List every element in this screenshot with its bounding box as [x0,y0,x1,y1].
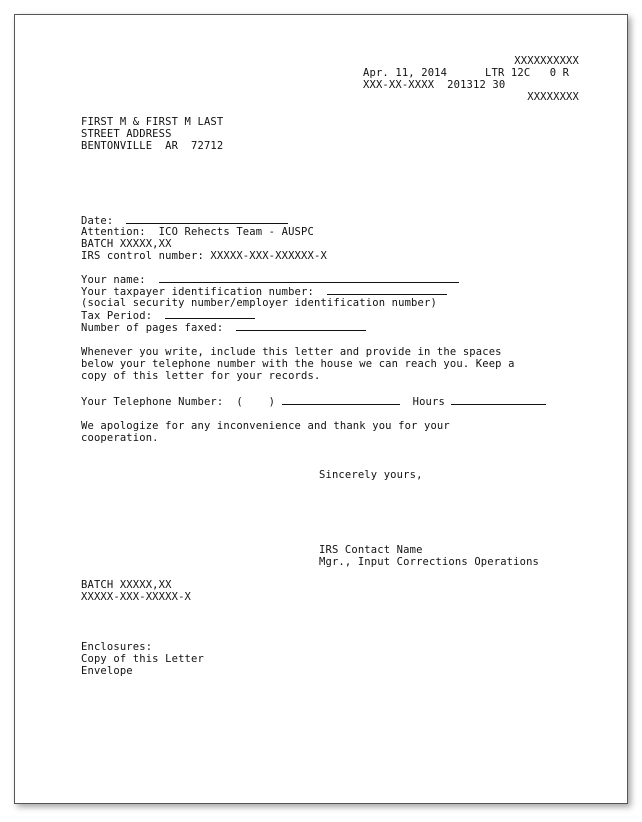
hours-label: Hours [412,396,445,408]
instruction-line-2: below your telephone number with the house we can reach you. Keep a [81,358,515,370]
pages-faxed-blank [236,321,366,331]
tax-period-label: Tax Period: [81,310,153,322]
telephone-field [81,395,546,408]
enclosures-label: Enclosures: [81,641,153,653]
your-name-label: Your name: [81,274,146,286]
header-reference-2: XXXXXXXX [527,91,579,103]
instruction-line-1: Whenever you write, include this letter and provide in the spaces [81,346,502,358]
pages-faxed-field [81,321,366,334]
recipient-street: STREET ADDRESS [81,128,172,140]
date-blank [126,214,288,224]
batch-line: BATCH XXXXX,XX [81,238,172,250]
footer-batch: BATCH XXXXX,XX [81,579,172,591]
salutation: Sincerely yours, [319,469,423,481]
header-reference: XXXXXXXXXX [514,55,579,67]
tin-label: Your taxpayer identification number: [81,286,314,298]
tax-period-blank [165,309,255,319]
recipient-name: FIRST M & FIRST M LAST [81,116,224,128]
footer-control: XXXXX-XXX-XXXXX-X [81,591,192,603]
recipient-city: BENTONVILLE AR 72712 [81,140,224,152]
your-name-blank [159,273,459,283]
enclosure-item: Copy of this Letter [81,653,204,665]
letter-code: LTR 12C 0 R [485,67,570,79]
telephone-blank [282,395,400,405]
pages-faxed-label: Number of pages faxed: [81,322,224,334]
tin-note: (social security number/employer identification number) [81,297,437,309]
apology-line-2: cooperation. [81,432,159,444]
letter-page [14,14,628,804]
signer-name: IRS Contact Name [319,544,423,556]
instruction-line-3: copy of this letter for your records. [81,370,321,382]
control-number-line: IRS control number: XXXXX-XXX-XXXXXX-X [81,250,327,262]
apology-line-1: We apologize for any inconvenience and thank you for your [81,420,450,432]
date-label: Date: [81,215,114,227]
ssn-line: XXX-XX-XXXX 201312 30 [363,79,506,91]
tin-blank [327,285,447,295]
hours-blank [451,395,546,405]
signer-title: Mgr., Input Corrections Operations [319,556,540,568]
enclosure-item: Envelope [81,665,133,677]
telephone-label: Your Telephone Number: ( ) [81,396,276,408]
letter-date: Apr. 11, 2014 [363,67,448,79]
attention-line: Attention: ICO Rehects Team - AUSPC [81,226,314,238]
